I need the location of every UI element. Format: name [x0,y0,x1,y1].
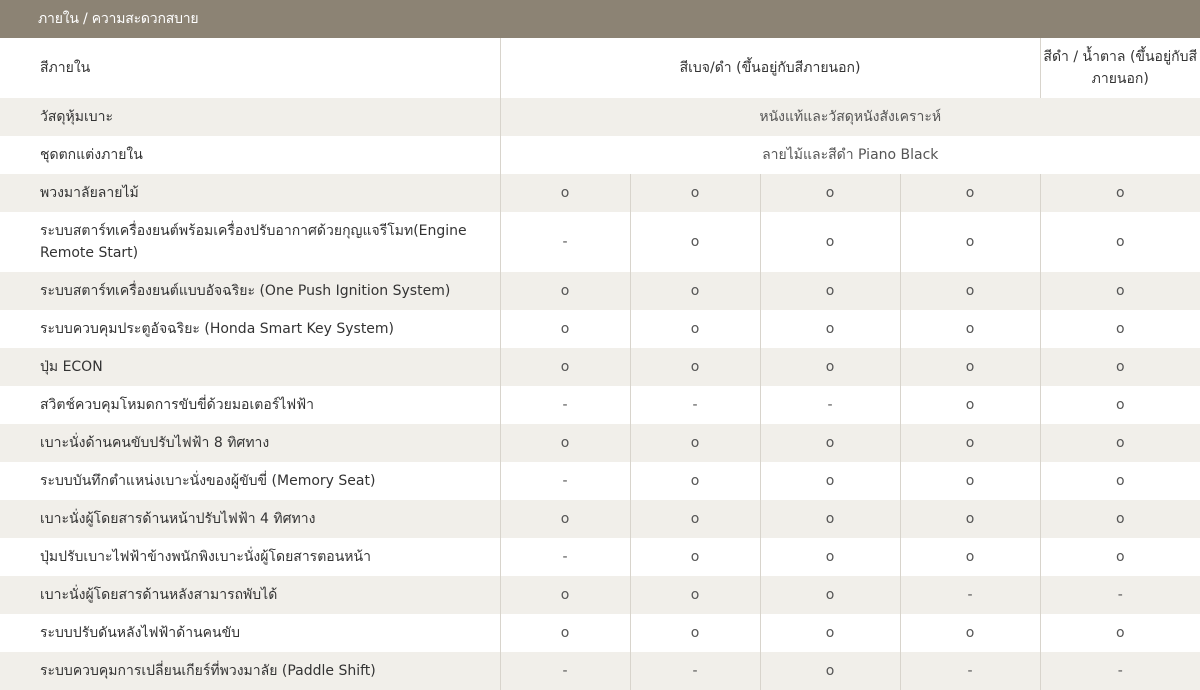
spanning-value: หนังแท้และวัสดุหนังสังเคราะห์ [500,98,1200,136]
value-cell: - [900,652,1040,690]
value-cell: o [1040,424,1200,462]
feature-label: เบาะนั่งผู้โดยสารด้านหลังสามารถพับได้ [0,576,500,614]
feature-label: ปุ่มปรับเบาะไฟฟ้าข้างพนักพิงเบาะนั่งผู้โดยสารตอนหน้า [0,538,500,576]
feature-label: เบาะนั่งด้านคนขับปรับไฟฟ้า 8 ทิศทาง [0,424,500,462]
value-cell: - [500,386,630,424]
value-cell: o [630,500,760,538]
feature-label: ระบบบันทึกตำแหน่งเบาะนั่งของผู้ขับขี่ (Memory Seat) [0,462,500,500]
value-cell: o [630,614,760,652]
value-cell: o [1040,348,1200,386]
value-cell: o [630,576,760,614]
value-cell: - [500,462,630,500]
value-cell: o [1040,174,1200,212]
value-cell: o [900,462,1040,500]
table-row [0,174,1200,212]
value-cell: o [900,272,1040,310]
value-cell: o [500,272,630,310]
value-cell: - [1040,576,1200,614]
table-row [0,272,1200,310]
value-cell: o [760,462,900,500]
header-group-a: สีเบจ/ดำ (ขึ้นอยู่กับสีภายนอก) [500,38,1040,98]
value-cell: o [1040,272,1200,310]
value-cell: o [630,310,760,348]
table-row [0,386,1200,424]
value-cell: o [900,174,1040,212]
value-cell: o [630,272,760,310]
spec-table [0,38,1200,690]
feature-label: ชุดตกแต่งภายใน [0,136,500,174]
value-cell: o [760,272,900,310]
feature-label: ระบบควบคุมประตูอัจฉริยะ (Honda Smart Key System) [0,310,500,348]
value-cell: o [500,310,630,348]
value-cell: o [760,310,900,348]
header-group-b: สีดำ / น้ำตาล (ขึ้นอยู่กับสีภายนอก) [1040,38,1200,98]
spanning-value: ลายไม้และสีดำ Piano Black [500,136,1200,174]
value-cell: o [630,462,760,500]
value-cell: - [500,538,630,576]
value-cell: o [1040,212,1200,272]
value-cell: o [500,348,630,386]
section-header: ภายใน / ความสะดวกสบาย [0,0,1200,38]
value-cell: - [1040,652,1200,690]
value-cell: o [630,174,760,212]
table-row [0,500,1200,538]
value-cell: o [500,576,630,614]
value-cell: o [900,386,1040,424]
value-cell: o [900,348,1040,386]
value-cell: o [760,500,900,538]
value-cell: o [760,614,900,652]
value-cell: o [630,424,760,462]
table-row [0,348,1200,386]
table-row [0,538,1200,576]
value-cell: o [900,310,1040,348]
header-row [0,38,1200,98]
value-cell: o [500,424,630,462]
value-cell: o [1040,500,1200,538]
feature-label: ปุ่ม ECON [0,348,500,386]
table-row [0,212,1200,272]
table-row [0,614,1200,652]
value-cell: o [900,424,1040,462]
value-cell: o [500,614,630,652]
value-cell: o [760,212,900,272]
value-cell: - [760,386,900,424]
value-cell: o [1040,386,1200,424]
value-cell: o [900,500,1040,538]
value-cell: o [630,348,760,386]
table-row [0,424,1200,462]
value-cell: o [760,576,900,614]
value-cell: - [630,652,760,690]
value-cell: o [760,174,900,212]
feature-label: สวิตช์ควบคุมโหมดการขับขี่ด้วยมอเตอร์ไฟฟ้า [0,386,500,424]
value-cell: o [630,538,760,576]
value-cell: - [500,652,630,690]
table-row [0,576,1200,614]
header-label: สีภายใน [0,38,500,98]
value-cell: o [760,424,900,462]
value-cell: - [900,576,1040,614]
value-cell: o [900,614,1040,652]
table-row [0,652,1200,690]
value-cell: o [900,212,1040,272]
spanning-row [0,136,1200,174]
value-cell: - [500,212,630,272]
value-cell: o [630,212,760,272]
feature-label: เบาะนั่งผู้โดยสารด้านหน้าปรับไฟฟ้า 4 ทิศทาง [0,500,500,538]
value-cell: o [1040,310,1200,348]
feature-label: ระบบสตาร์ทเครื่องยนต์แบบอัจฉริยะ (One Push Ignition System) [0,272,500,310]
spanning-row [0,98,1200,136]
feature-label: พวงมาลัยลายไม้ [0,174,500,212]
value-cell: o [1040,614,1200,652]
feature-label: ระบบสตาร์ทเครื่องยนต์พร้อมเครื่องปรับอากาศด้วยกุญแจรีโมท(Engine Remote Start) [0,212,500,272]
table-row [0,462,1200,500]
value-cell: o [500,174,630,212]
value-cell: o [500,500,630,538]
value-cell: o [1040,538,1200,576]
value-cell: o [760,538,900,576]
table-row [0,310,1200,348]
value-cell: o [900,538,1040,576]
feature-label: วัสดุหุ้มเบาะ [0,98,500,136]
feature-label: ระบบปรับดันหลังไฟฟ้าด้านคนขับ [0,614,500,652]
feature-label: ระบบควบคุมการเปลี่ยนเกียร์ที่พวงมาลัย (Paddle Shift) [0,652,500,690]
value-cell: - [630,386,760,424]
value-cell: o [760,652,900,690]
value-cell: o [760,348,900,386]
value-cell: o [1040,462,1200,500]
